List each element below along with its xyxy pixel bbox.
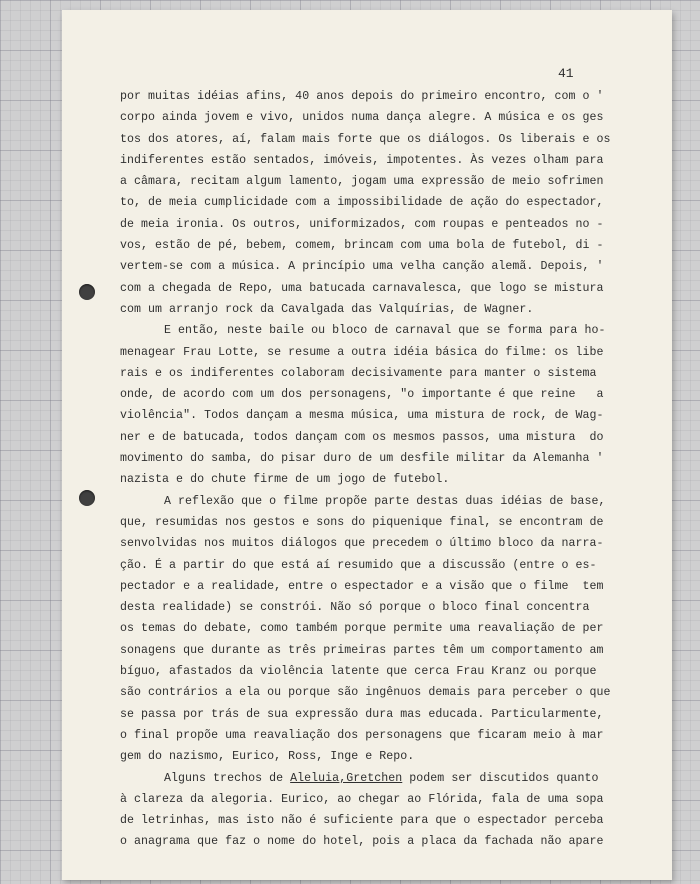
paragraph-start-line bbox=[120, 768, 640, 789]
text-line: à clareza da alegoria. Eurico, ao chegar ao Flórida, fala de uma sopa bbox=[120, 792, 604, 806]
film-title: Aleluia,Gretchen bbox=[290, 771, 403, 785]
text-line: de meia ironia. Os outros, uniformizados, com roupas e penteados no - bbox=[120, 217, 604, 231]
text-line: onde, de acordo com um dos personagens, "o importante é que reine a bbox=[120, 388, 604, 402]
page-number: 41 bbox=[558, 66, 574, 81]
text-line: ção. É a partir do que está aí resumido que a discussão (entre o es- bbox=[120, 558, 597, 572]
text-line: o final propõe uma reavaliação dos personagens que ficaram meio à mar bbox=[120, 728, 604, 742]
text-line: nazista e do chute firme de um jogo de futebol. bbox=[120, 473, 450, 487]
text-line: menagear Frau Lotte, se resume a outra idéia básica do filme: os libe bbox=[120, 345, 604, 359]
text-segment: Alguns trechos de bbox=[164, 771, 291, 785]
text-line: rais e os indiferentes colaboram decisivamente para manter o sistema bbox=[120, 366, 597, 380]
text-line: por muitas idéias afins, 40 anos depois do primeiro encontro, com o ' bbox=[120, 90, 604, 103]
text-line: os temas do debate, como também porque permite uma reavaliação de per bbox=[120, 622, 604, 636]
text-line: são contrários a ela ou porque são ingênuos demais para perceber o que bbox=[120, 686, 611, 700]
text-line: bíguo, afastados da violência latente que cerca Frau Kranz ou porque bbox=[120, 665, 597, 679]
text-line: a câmara, recitam algum lamento, jogam uma expressão de meio sofrimen bbox=[120, 175, 604, 189]
text-line: vos, estão de pé, bebem, comem, brincam com uma bola de futebol, di - bbox=[120, 239, 604, 253]
text-line: senvolvidas nos muitos diálogos que precedem o último bloco da narra- bbox=[120, 537, 604, 551]
text-line: de letrinhas, mas isto não é suficiente para que o espectador perceba bbox=[120, 814, 604, 828]
punch-hole bbox=[79, 284, 95, 300]
paragraph-start-line: A reflexão que o filme propõe parte destas duas idéias de base, bbox=[164, 494, 606, 508]
text-line: o anagrama que faz o nome do hotel, pois a placa da fachada não apare bbox=[120, 835, 604, 849]
text-line: violência". Todos dançam a mesma música, uma mistura de rock, de Wag- bbox=[120, 409, 604, 423]
text-segment: podem ser discutidos quanto bbox=[402, 771, 599, 785]
punch-hole bbox=[79, 490, 95, 506]
text-line: to, de meia cumplicidade com a impossibilidade de ação do espectador, bbox=[120, 196, 604, 210]
text-line: com um arranjo rock da Cavalgada das Valquírias, de Wagner. bbox=[120, 302, 534, 316]
text-line: tos dos atores, aí, falam mais forte que os diálogos. Os liberais e os bbox=[120, 132, 611, 146]
text-line: com a chegada de Repo, uma batucada carnavalesca, que logo se mistura bbox=[120, 281, 604, 295]
text-line: que, resumidas nos gestos e sons do piquenique final, se encontram de bbox=[120, 515, 604, 529]
text-line: desta realidade) se constrói. Não só porque o bloco final concentra bbox=[120, 601, 590, 615]
text-line: sonagens que durante as três primeiras partes têm um comportamento am bbox=[120, 643, 604, 657]
text-line: ner e de batucada, todos dançam com os mesmos passos, uma mistura do bbox=[120, 430, 604, 444]
text-line: indiferentes estão sentados, imóveis, impotentes. Às vezes olham para bbox=[120, 153, 604, 167]
text-line: corpo ainda jovem e vivo, unidos numa dança alegre. A música e os ges bbox=[120, 111, 604, 125]
text-line: vertem-se com a música. A princípio uma velha canção alemã. Depois, ' bbox=[120, 260, 604, 274]
text-line: gem do nazismo, Eurico, Ross, Inge e Repo. bbox=[120, 750, 415, 764]
paragraph-start-line: E então, neste baile ou bloco de carnaval que se forma para ho- bbox=[164, 324, 606, 338]
text-line: se passa por trás de sua expressão dura mas educada. Particularmente, bbox=[120, 707, 604, 721]
text-line: pectador e a realidade, entre o espectador e a visão que o filme tem bbox=[120, 579, 604, 593]
typewritten-page bbox=[62, 10, 672, 880]
body-text bbox=[120, 86, 640, 853]
text-line: movimento do samba, do pisar duro de um desfile militar da Alemanha ' bbox=[120, 452, 604, 466]
